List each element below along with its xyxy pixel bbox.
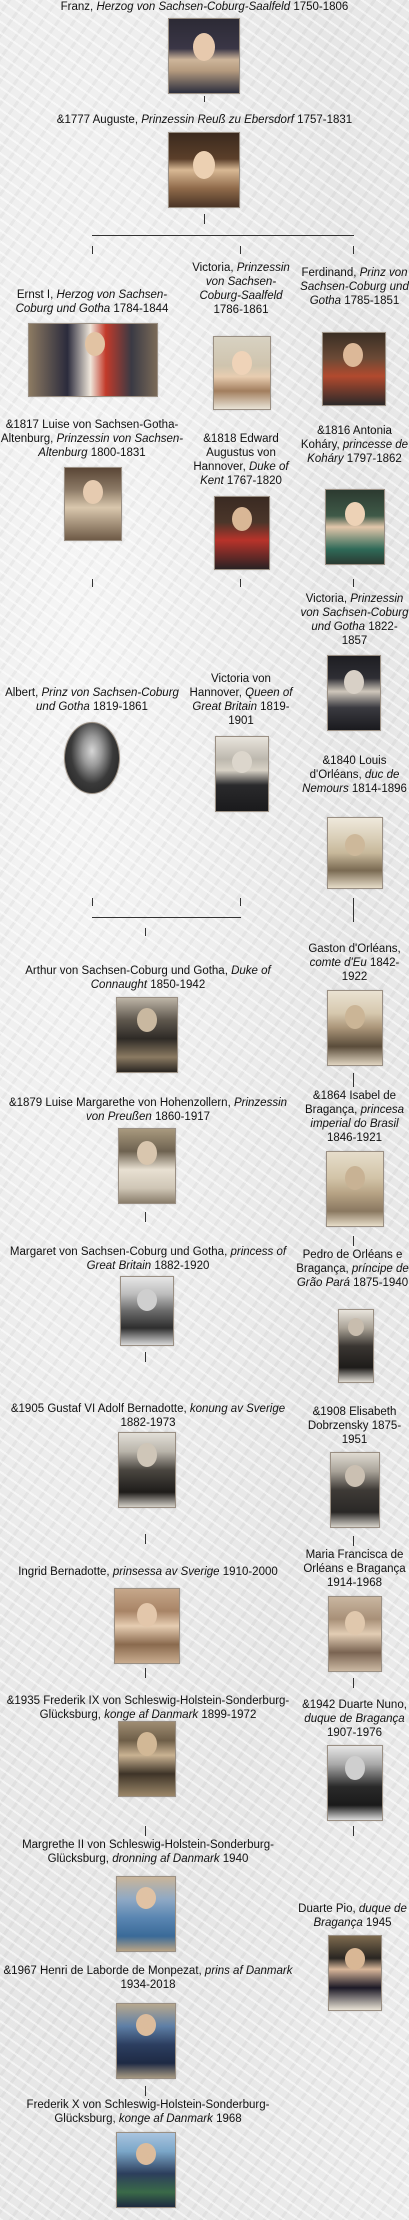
portrait-albert <box>64 722 120 794</box>
connector-line <box>145 2086 146 2096</box>
connector-line <box>353 246 354 254</box>
person-victoria-queen: Victoria von Hannover, Queen of Great Britain 1819-1901 <box>189 673 293 727</box>
portrait-gustaf <box>118 1432 176 1508</box>
connector-line <box>145 1352 146 1362</box>
connector-line <box>353 1678 354 1688</box>
connector-line <box>240 579 241 587</box>
person-gustaf: &1905 Gustaf VI Adolf Bernadotte, konung av Sverige 1882-1973 <box>10 1403 286 1429</box>
person-auguste: &1777 Auguste, Prinzessin Reuß zu Ebersdorf 1757-1831 <box>56 114 353 126</box>
person-victoria-saalfeld: Victoria, Prinzessin von Sachsen-Coburg-Saalfeld 1786-1861 <box>192 262 290 316</box>
portrait-luise-margarethe <box>118 1128 176 1204</box>
portrait-isabel <box>326 1151 384 1227</box>
person-luise: &1817 Luise von Sachsen-Gotha-Altenburg, Prinzessin von Sachsen-Altenburg 1800-1831 <box>0 419 184 459</box>
person-elisabeth: &1908 Elisabeth Dobrzensky 1875-1951 <box>307 1406 402 1446</box>
person-frederik10: Frederik X von Schleswig-Holstein-Sonderburg-Glücksburg, konge af Danmark 1968 <box>26 2099 270 2125</box>
connector-line <box>353 1536 354 1546</box>
portrait-auguste <box>168 132 240 208</box>
connector-line <box>92 579 93 587</box>
connector-line <box>92 246 93 254</box>
portrait-ingrid <box>114 1588 180 1664</box>
portrait-victoria-queen <box>215 736 269 812</box>
connector-line <box>240 898 241 906</box>
person-albert: Albert, Prinz von Sachsen-Coburg und Gotha 1819-1861 <box>5 687 179 713</box>
person-frederik9: &1935 Frederik IX von Schleswig-Holstein-Sonderburg-Glücksburg, konge af Danmark 1899-1972 <box>6 1695 290 1721</box>
marriage-bar <box>92 917 241 918</box>
person-maria-francisca: Maria Francisca de Orléans e Bragança 1914-1968 <box>303 1549 406 1589</box>
person-ingrid: Ingrid Bernadotte, prinsessa av Sverige 1910-2000 <box>18 1566 278 1578</box>
portrait-pedro <box>338 1309 374 1383</box>
connector-line <box>240 246 241 254</box>
connector-line <box>353 1073 354 1087</box>
person-pedro: Pedro de Orléans e Bragança, príncipe de Grão Pará 1875-1940 <box>296 1249 409 1289</box>
portrait-victoria-saalfeld <box>213 336 271 410</box>
person-duarte-nuno: &1942 Duarte Nuno, duque de Bragança 1907-1976 <box>302 1699 407 1739</box>
connector-line <box>353 1236 354 1246</box>
portrait-frederik10 <box>116 2132 176 2208</box>
person-duarte-pio: Duarte Pio, duque de Bragança 1945 <box>298 1903 407 1929</box>
person-ferdinand: Ferdinand, Prinz von Sachsen-Coburg und Gotha 1785-1851 <box>300 267 409 307</box>
connector-line <box>92 898 93 906</box>
portrait-margaret <box>120 1276 174 1346</box>
portrait-elisabeth <box>330 1452 380 1528</box>
connector-line <box>145 928 146 936</box>
sibling-bar <box>92 235 354 236</box>
portrait-duarte-nuno <box>327 1745 383 1821</box>
connector-line <box>353 898 354 922</box>
portrait-franz <box>168 18 240 94</box>
portrait-antonia <box>325 489 385 565</box>
person-franz <box>0 0 409 14</box>
portrait-victoria-gotha <box>327 655 381 731</box>
connector-line <box>204 214 205 224</box>
connector-line <box>353 1826 354 1836</box>
person-luise-margarethe: &1879 Luise Margarethe von Hohenzollern, Prinzessin von Preußen 1860-1917 <box>8 1097 288 1123</box>
connector-line <box>145 1668 146 1678</box>
person-margaret: Margaret von Sachsen-Coburg und Gotha, princess of Great Britain 1882-1920 <box>9 1246 287 1272</box>
person-margrethe: Margrethe II von Schleswig-Holstein-Sonderburg-Glücksburg, dronning af Danmark 1940 <box>22 1839 274 1865</box>
person-isabel: &1864 Isabel de Bragança, princesa imperial do Brasil 1846-1921 <box>304 1090 405 1144</box>
portrait-edward <box>214 496 270 570</box>
portrait-frederik9 <box>118 1721 176 1797</box>
connector-line <box>353 579 354 587</box>
portrait-luise <box>64 467 122 541</box>
person-antonia: &1816 Antonia Koháry, princesse de Koháry 1797-1862 <box>300 425 409 465</box>
portrait-ernst <box>28 323 158 397</box>
portrait-maria-francisca <box>328 1596 382 1672</box>
person-ernst: Ernst I, Herzog von Sachsen-Coburg und Gotha 1784-1844 <box>15 289 169 315</box>
portrait-duarte-pio <box>328 1935 382 2011</box>
connector-line <box>145 1534 146 1544</box>
person-name: Franz, Herzog von Sachsen-Coburg-Saalfeld 1750-1806 <box>60 1 349 13</box>
person-edward: &1818 Edward Augustus von Hannover, Duke of Kent 1767-1820 <box>193 433 289 487</box>
portrait-louis <box>327 817 383 889</box>
portrait-gaston <box>327 990 383 1066</box>
person-henri: &1967 Henri de Laborde de Monpezat, prins af Danmark 1934-2018 <box>3 1965 293 1991</box>
connector-line <box>145 1826 146 1836</box>
portrait-henri <box>116 2003 176 2079</box>
portrait-arthur <box>116 997 178 1073</box>
person-arthur: Arthur von Sachsen-Coburg und Gotha, Duke of Connaught 1850-1942 <box>25 965 271 991</box>
connector-line <box>204 96 205 102</box>
person-gaston: Gaston d'Orléans, comte d'Eu 1842-1922 <box>308 943 401 983</box>
portrait-margrethe <box>116 1876 176 1952</box>
person-louis: &1840 Louis d'Orléans, duc de Nemours 1814-1896 <box>302 755 407 795</box>
person-victoria-gotha: Victoria, Prinzessin von Sachsen-Coburg und Gotha 1822-1857 <box>300 593 409 647</box>
portrait-ferdinand <box>322 332 386 406</box>
connector-line <box>145 1212 146 1222</box>
